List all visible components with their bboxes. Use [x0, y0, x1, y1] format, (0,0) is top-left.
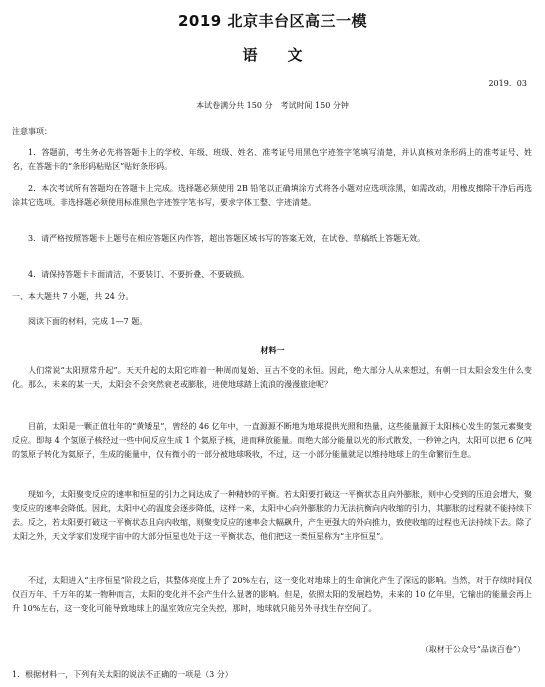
material-paragraph-3: 现如今，太阳聚变反应的速率和恒星的引力之间达成了一种精妙的平衡。若太阳要打破这一平衡状态且向外膨胀，则中心受到的压迫会增大，聚变反应的速率会降低。因此，太阳中心的温度会逐步降低，这样一来，太阳中心向外膨胀的力无法抗衡向内收缩的引力，其膨胀的过程就不能持续下去。反之，若太阳要打破这一平衡状态且向内收缩，则聚变反应的速率会大幅飙升，产生更强大的外向推力，致使收缩的过程也无法持续下去。除了太阳之外，天文学家们发现宇宙中的大部分恒星也处于这一平衡状态，他们把这一类恒星称为“主序恒星”。	[12, 490, 532, 541]
notice-item-3: 3．请严格按照答题卡上题号在相应答题区内作答，超出答题区域书写的答案无效，在试卷、草稿纸上答题无效。	[28, 234, 426, 243]
material-source: （取材于公众号“品读百卷”）	[420, 645, 525, 654]
exam-title: 2019 北京丰台区高三一模	[178, 12, 367, 30]
material-paragraph-4: 不过，太阳进入“主序恒星”阶段之后，其整体亮度上升了 20%左右，这一变化对地球上的生命演化产生了深远的影响。当然，对于存续时间仅仅百万年、千万年的某一物种而言，太阳的变化并不会产生什么显著的影响。但是，依照太阳的发展趋势，未来的 10 亿年里，它输出的能量会再上升 10%左右，这一变化可能导致地球上的温室效应完全失控，那时，地球就只能另外寻找生存空间了。	[12, 576, 532, 613]
section-heading: 一、本大题共 7 小题，共 24 分。	[12, 292, 134, 301]
notice-title: 注意事项：	[12, 127, 52, 136]
notice-item-1: 1．答题前，考生务必先将答题卡上的学校、年级、班级、姓名、准考证号用黑色字迹签字笔填写清楚，并认真核对条形码上的准考证号、姓名，在答题卡的“条形码粘贴区”贴好条形码。	[12, 148, 532, 171]
exam-date: 2019．03	[488, 79, 527, 88]
material-paragraph-2: 目前，太阳是一颗正值壮年的“黄矮星”，曾经的 46 亿年中，一直源源不断地为地球提供光照和热量，这些能量源于太阳核心发生的氢元素聚变反应。即每 4 个氢原子核经过一些中间反应生成 1 个氦原子核，进而释放能量。而绝大部分能量以光的形式散发，一秒钟之内，太阳可以把 6 亿吨的氢原子转化为氦原子，生成的能量中，仅有微小的一部分被地球吸收，不过，这一小部分能量就足以维持地球上的生命繁衍生息。	[12, 422, 532, 459]
question-1: 1．根据材料一，下列有关太阳的说法不正确的一项是（3 分）	[12, 670, 233, 679]
material-paragraph-1: 人们常说“太阳照常升起”。天天升起的太阳它昨着一种周而复始、亘古不变的永恒。因此，绝大部分人从来想过，有朝一日太阳会发生什么变化。那么，未来的某一天，太阳会不会突然衰老或膨胀，进使地球踏上流浪的漫漫旅途呢？	[12, 366, 532, 389]
section-instruction: 阅读下面的材料，完成 1—7 题。	[28, 317, 148, 326]
material-title: 材料一	[260, 345, 285, 355]
notice-item-2: 2．本次考试所有答题均在答题卡上完成。选择题必须使用 2B 铅笔以正确填涂方式将各小题对应选项涂黑，如需改动，用橡皮擦除干净后再选涂其它选项。非选择题必须使用标准黑色字迹签字笔书写，要求字体工整、字迹清楚。	[12, 184, 532, 207]
exam-info: 本试卷满分共 150 分 考试时间 150 分钟	[196, 101, 349, 110]
subject-title: 语 文	[242, 46, 303, 64]
notice-item-4: 4．请保持答题卡卡面清洁，不要装订、不要折叠、不要破损。	[28, 270, 250, 279]
